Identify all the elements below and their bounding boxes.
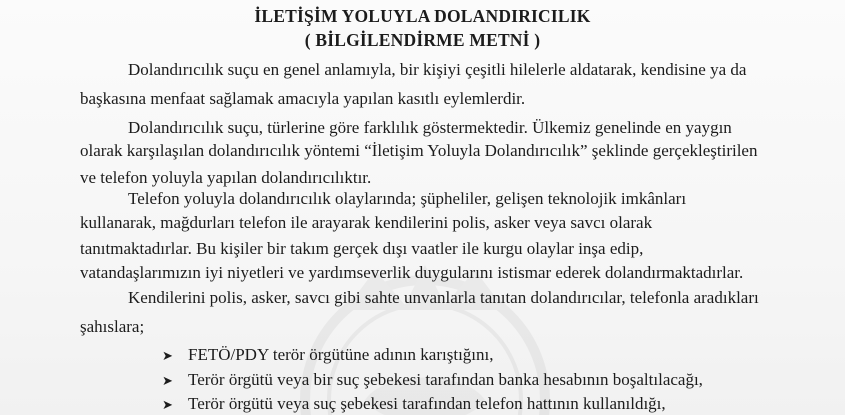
document-title: İLETİŞİM YOLUYLA DOLANDIRICILIK [254, 6, 591, 26]
document-subtitle: ( BİLGİLENDİRME METNİ ) [304, 30, 541, 50]
arrow-bullet-icon: ➤ [162, 398, 173, 413]
paragraph-2-line-2: olarak karşılaşılan dolandırıcılık yöntemi “İletişim Yoluyla Dolandırıcılık” şeklinde gerçekleştirilen [80, 141, 758, 160]
list-item [162, 345, 494, 367]
list-item-text: FETÖ/PDY terör örgütüne adının karıştığını, [188, 345, 494, 364]
paragraph-3-line-3: tanıtmaktadırlar. Bu kişiler bir takım gerçek dışı vaatler ile kurgu olaylar inşa edip, [80, 239, 644, 258]
list-item [162, 394, 666, 415]
paragraph-4-line-1: Kendilerini polis, asker, savcı gibi sahte unvanlarla tanıtan dolandırıcılar, telefonla aradıkları [128, 288, 759, 307]
paragraph-3-line-2: kullanarak, mağdurları telefon ile arayarak kendilerini polis, asker veya savcı olarak [80, 213, 653, 232]
arrow-bullet-icon: ➤ [162, 374, 173, 389]
paragraph-4-line-2: şahıslara; [80, 317, 145, 336]
arrow-bullet-icon: ➤ [162, 349, 173, 364]
paragraph-2-line-3: ve telefon yoluyla yapılan dolandırıcılıktır. [80, 168, 372, 187]
paragraph-1-line-1: Dolandırıcılık suçu en genel anlamıyla, bir kişiyi çeşitli hilelerle aldatarak, kendisine ya da [128, 60, 747, 79]
list-item-text: Terör örgütü veya suç şebekesi tarafından telefon hattının kullanıldığı, [188, 394, 666, 413]
paragraph-2-line-1: Dolandırıcılık suçu, türlerine göre farklılık göstermektedir. Ülkemiz genelinde en yaygın [128, 118, 732, 137]
list-item [162, 370, 703, 392]
list-item-text: Terör örgütü veya bir suç şebekesi tarafından banka hesabının boşaltılacağı, [188, 370, 703, 389]
paragraph-1-line-2: başkasına menfaat sağlamak amacıyla yapılan kasıtlı eylemlerdir. [80, 89, 526, 108]
paragraph-3-line-4: vatandaşlarımızın iyi niyetleri ve yardımseverlik duygularını istismar ederek dolandırmaktadırlar. [80, 263, 744, 282]
paragraph-3-line-1: Telefon yoluyla dolandırıcılık olaylarında; şüpheliler, gelişen teknolojik imkânları [128, 189, 687, 208]
